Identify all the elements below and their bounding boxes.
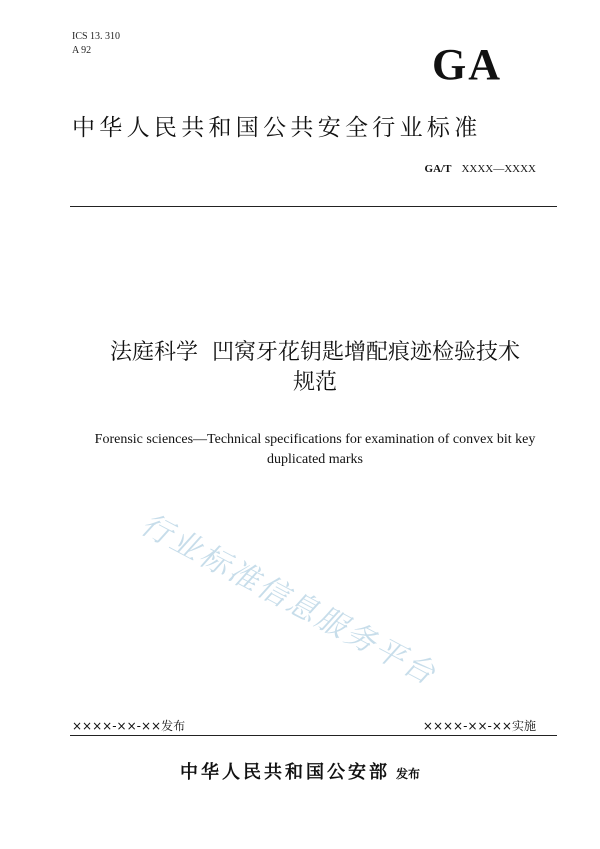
ics-code: ICS 13. 310 [72,31,121,42]
english-title-line2: duplicated marks [266,452,364,467]
issuer-line [0,758,600,784]
standard-category-title: 中华人民共和国公共安全行业标准 [72,115,482,141]
chinese-title [60,338,570,398]
ics-block [72,30,120,58]
standard-number-value: XXXX—XXXX [461,163,536,175]
top-divider [70,206,557,207]
chinese-title-line2: 规范 [292,370,337,395]
ga-logo: GA [432,40,502,89]
ccs-code: A 92 [72,45,92,56]
implement-date: ××××-××-××实施 [422,719,536,733]
chinese-title-line1: 法庭科学 凹窝牙花钥匙增配痕迹检验技术 [110,340,520,365]
english-title [60,430,570,470]
standard-number-prefix: GA/T [424,163,452,175]
bottom-divider [70,735,557,736]
watermark-text: 行业标准信息服务平台 [134,507,443,693]
publish-date: ××××-××-××发布 [72,719,186,733]
english-title-line1: Forensic sciences—Technical specifications for examination of convex bit key [94,432,536,447]
issuer-org: 中华人民共和国公安部 [179,762,390,783]
watermark-area [134,500,485,700]
standard-number [425,163,536,175]
issuer-verb: 发布 [395,767,420,781]
